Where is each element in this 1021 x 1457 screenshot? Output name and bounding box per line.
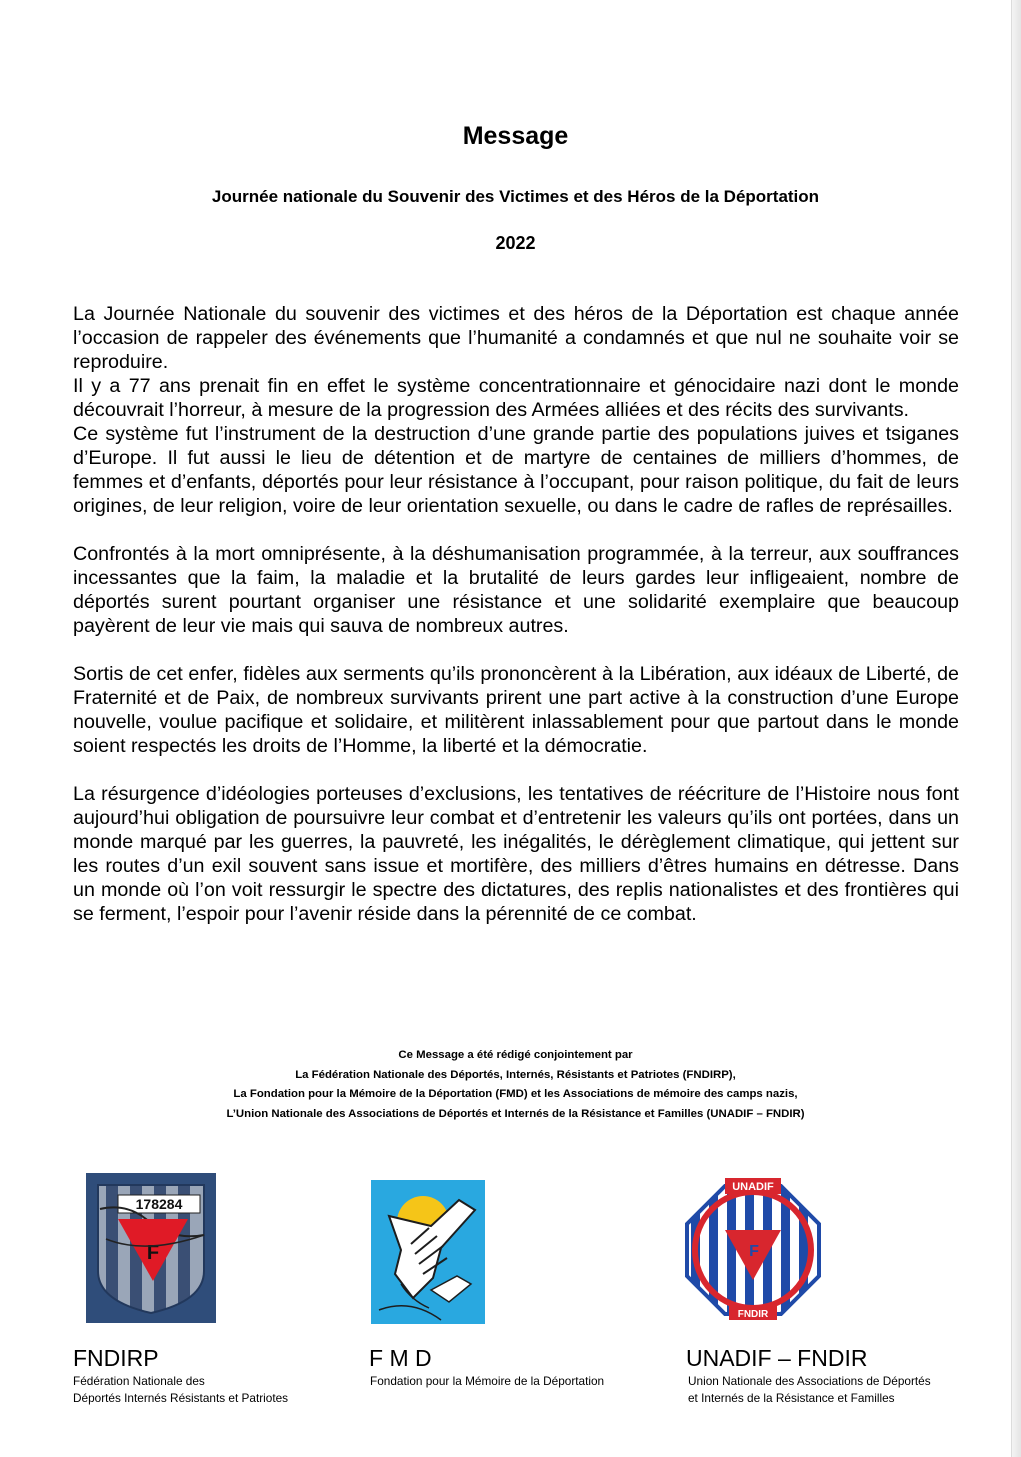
- credits-line: L’Union Nationale des Associations de Déportés et Internés de la Résistance et Familles (UNADIF – FNDIR): [226, 1107, 805, 1120]
- org-desc-line: Union Nationale des Associations de Déportés: [688, 1374, 931, 1388]
- org-desc-line: Fondation pour la Mémoire de la Déportation: [370, 1374, 605, 1388]
- org-desc-fmd: [370, 1373, 604, 1390]
- unadif-logo: [681, 1176, 825, 1324]
- paragraph-4: Confrontés à la mort omniprésente, à la déshumanisation programmée, à la terreur, aux souffrances incessantes que la faim, la maladie et la brutalité de leurs gardes leur infligeaient, nombre de déportés surent pourtant organiser une résistance et une solidarité exemplaire que beaucoup payèrent de leur vie mais qui sauva de nombreux autres.: [73, 543, 959, 637]
- org-abbr-fndirp: FNDIRP: [73, 1345, 159, 1371]
- org-desc-line: et Internés de la Résistance et Familles: [688, 1391, 895, 1405]
- fndirp-letter: F: [146, 1242, 160, 1264]
- unadif-letter: F: [749, 1243, 759, 1260]
- org-desc-line: Déportés Internés Résistants et Patriotes: [73, 1391, 289, 1405]
- credits-block: [0, 1046, 1021, 1124]
- page-edge-shadow: [1011, 0, 1021, 1457]
- org-desc-line: Fédération Nationale des: [73, 1374, 205, 1388]
- org-abbr-fmd: F M D: [369, 1345, 432, 1371]
- paragraph-5: Sortis de cet enfer, fidèles aux serments qu’ils prononcèrent à la Libération, aux idéaux de Liberté, de Fraternité et de Paix, de nombreux survivants prirent une part active à la construction d’une Europe nouvelle, voulue pacifique et solidaire, et militèrent inlassablement pour que partout dans le monde soient respectés les droits de l’Homme, la liberté et la démocratie.: [73, 663, 959, 757]
- credits-line: La Fondation pour la Mémoire de la Déportation (FMD) et les Associations de mémoire des camps nazis,: [233, 1088, 798, 1100]
- org-desc-fndirp: [73, 1373, 288, 1407]
- unadif-top-text: UNADIF: [732, 1181, 774, 1193]
- fndirp-number: 178284: [135, 1196, 183, 1212]
- document-year: 2022: [495, 233, 536, 253]
- paragraph-2: Il y a 77 ans prenait fin en effet le système concentrationnaire et génocidaire nazi dont le monde découvrait l’horreur, à mesure de la progression des Armées alliées et des récits des survivants.: [73, 375, 959, 421]
- paragraph-6: La résurgence d’idéologies porteuses d’exclusions, les tentatives de réécriture de l’Histoire nous font aujourd’hui obligation de poursuivre leur combat et d’entretenir les valeurs qu’ils ont portées, dans un monde marqué par les guerres, la pauvreté, les inégalités, le dérèglement climatique, qui jettent sur les routes d’un exil souvent sans issue et mortifère, des milliers d’êtres humains en détresse. Dans un monde où l’on voit ressurgir le spectre des dictatures, des replis nationalistes et des frontières qui se ferment, l’espoir pour l’avenir réside dans la pérennité de ce combat.: [73, 783, 959, 925]
- paragraph-3: Ce système fut l’instrument de la destruction d’une grande partie des populations juives et tsiganes d’Europe. Il fut aussi le lieu de détention et de martyre de centaines de milliers d’hommes, de femmes et d’enfants, déportés pour leur résistance à l’occupant, pour raison politique, du fait de leurs origines, de leur religion, voire de leur orientation sexuelle, ou dans le cadre de rafles de représailles.: [73, 423, 959, 517]
- credits-line: Ce Message a été rédigé conjointement par: [398, 1049, 633, 1061]
- message-body: [73, 302, 959, 926]
- fmd-logo: [371, 1180, 485, 1324]
- fndirp-logo: [86, 1173, 216, 1323]
- org-desc-unadif: [688, 1373, 931, 1407]
- paragraph-1: La Journée Nationale du souvenir des victimes et des héros de la Déportation est chaque année l’occasion de rappeler des événements que l’humanité a condamnés et que nul ne souhaite voir se reproduire.: [73, 303, 959, 373]
- credits-line: La Fédération Nationale des Déportés, Internés, Résistants et Patriotes (FNDIRP),: [295, 1068, 736, 1081]
- unadif-bottom-text: FNDIR: [737, 1309, 769, 1320]
- org-abbr-unadif: UNADIF – FNDIR: [686, 1345, 868, 1371]
- document-title: Message: [462, 122, 569, 150]
- document-subtitle: Journée nationale du Souvenir des Victimes et des Héros de la Déportation: [211, 187, 820, 206]
